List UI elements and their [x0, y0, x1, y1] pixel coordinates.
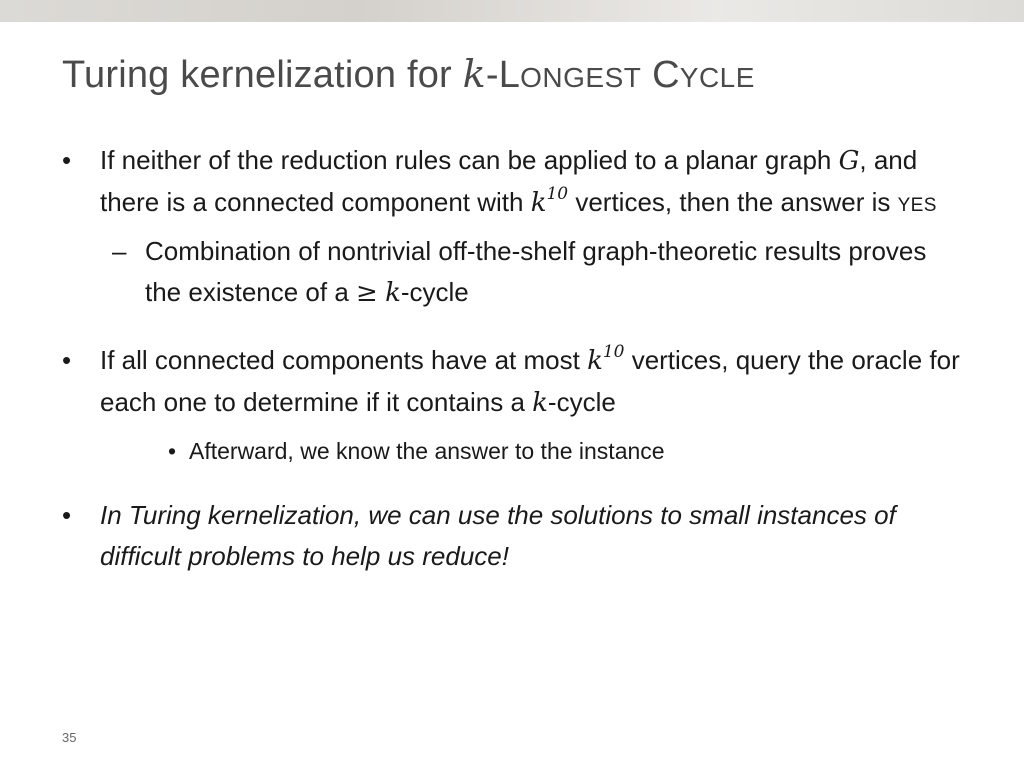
- page-number: 35: [62, 730, 77, 745]
- dash-marker: –: [112, 236, 127, 266]
- title-cycle-rest: YCLE: [679, 62, 755, 93]
- sub-bullet-1-text-b: -cycle: [400, 277, 469, 307]
- bullet-1-text-b: , and there is a connected component with: [100, 145, 918, 217]
- slide-title: [62, 52, 755, 97]
- top-decorative-band: [0, 0, 1024, 22]
- title-dash: -: [485, 54, 499, 96]
- bullet-marker: •: [62, 345, 72, 375]
- bullet-1: [62, 140, 962, 226]
- title-cycle-initial: C: [652, 54, 680, 96]
- math-variable-k: k: [385, 278, 401, 308]
- bullet-2-text-a: If all connected components have at most: [100, 345, 588, 375]
- math-variable-k: k: [587, 346, 603, 376]
- bullet-1-text-c: vertices, then the answer is: [568, 187, 898, 217]
- sub-bullet-1: [62, 231, 962, 314]
- slide-content: [62, 140, 962, 577]
- sub-sub-bullet-1: [62, 433, 962, 469]
- sub-bullet-1-text-a: Combination of nontrivial off-the-shelf graph-theoretic results proves the existence of a: [145, 236, 927, 307]
- bullet-marker: •: [62, 500, 72, 530]
- math-variable-k: k: [530, 188, 547, 218]
- title-longest-initial: L: [498, 54, 521, 96]
- bullet-2-text-c: -cycle: [547, 387, 616, 417]
- math-variable-g: G: [838, 146, 860, 176]
- math-variable-k: k: [532, 388, 548, 418]
- bullet-marker: •: [62, 145, 72, 175]
- bullet-3-text: In Turing kernelization, we can use the solutions to small instances of difficult problems to help us reduce!: [100, 500, 896, 571]
- sub-sub-bullet-1-text: Afterward, we know the answer to the instance: [189, 438, 665, 464]
- bullet-marker: •: [168, 438, 177, 464]
- title-longest-rest: ONGEST: [520, 62, 642, 93]
- bullet-2: [62, 340, 962, 424]
- bullet-2-text-b: vertices, query the oracle for each one to determine if it contains a: [100, 345, 960, 417]
- math-exponent: 10: [546, 184, 569, 204]
- yes-answer: YES: [897, 195, 937, 216]
- bullet-3: [62, 495, 962, 577]
- title-variable-k: k: [462, 52, 486, 96]
- geq-symbol: ≥: [356, 278, 378, 308]
- title-prefix: Turing kernelization for: [62, 54, 463, 96]
- math-exponent: 10: [602, 342, 625, 362]
- bullet-1-text-a: If neither of the reduction rules can be applied to a planar graph: [100, 145, 839, 175]
